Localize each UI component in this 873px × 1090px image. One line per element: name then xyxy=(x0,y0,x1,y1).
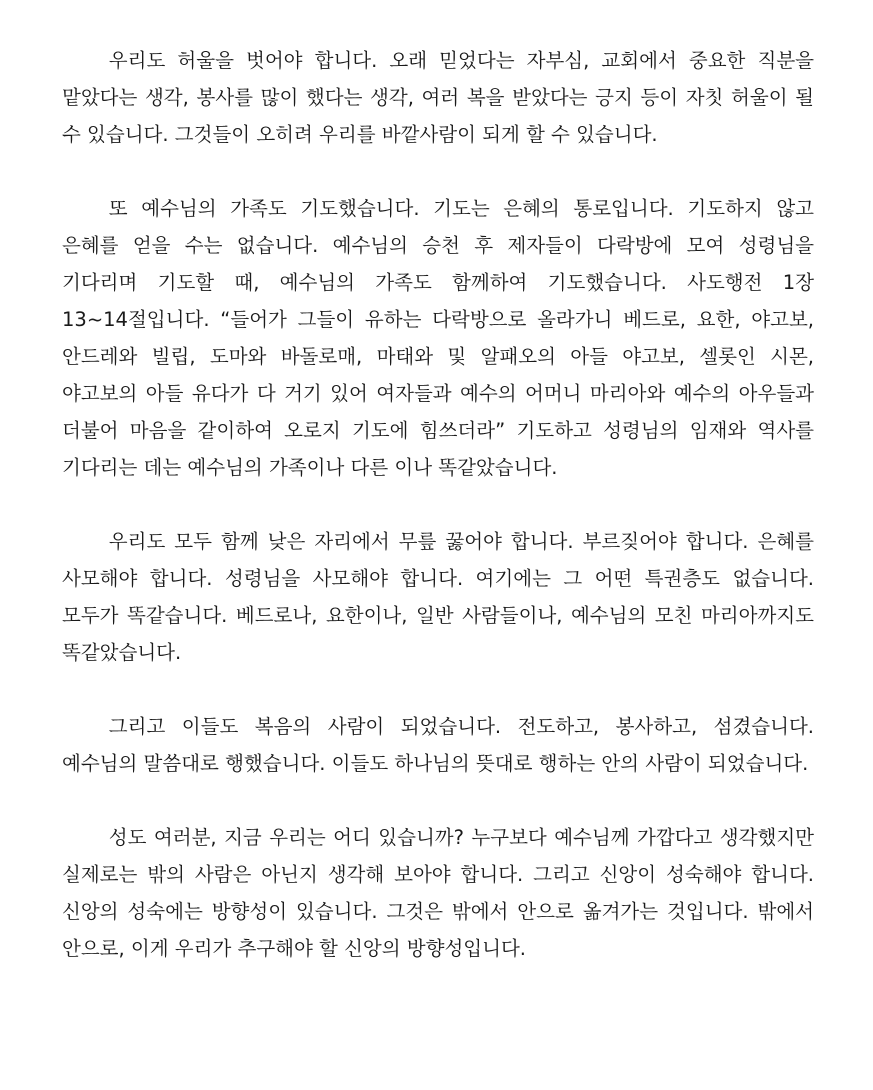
paragraph-family-prayer: 또 예수님의 가족도 기도했습니다. 기도는 은혜의 통로입니다. 기도하지 않고 은혜를 얻을 수는 없습니다. 예수님의 승천 후 제자들이 다락방에 모여 성령님을 기다리며 기도할 때, 예수님의 가족도 함께하여 기도했습니다. 사도행전 1장 13~14절입니다. “들어가 그들이 유하는 다락방으로 올라가니 베드로, 요한, 야고보, 안드레와 빌립, 도마와 바돌로매, 마태와 및 알패오의 아들 야고보, 셀롯인 시몬, 야고보의 아들 유다가 다 거기 있어 여자들과 예수의 어머니 마리아와 예수의 아우들과 더불어 마음을 같이하여 오로지 기도에 힘쓰더라” 기도하고 성령님의 임재와 역사를 기다리는 데는 예수님의 가족이나 다른 이나 똑같았습니다. xyxy=(62,197,814,479)
paragraph-faith-direction: 성도 여러분, 지금 우리는 어디 있습니까? 누구보다 예수님께 가깝다고 생각했지만 실제로는 밖의 사람은 아닌지 생각해 보아야 합니다. 그리고 신앙이 성숙해야 합니다. 신앙의 성숙에는 방향성이 있습니다. 그것은 밖에서 안으로 옮겨가는 것입니다. 밖에서 안으로, 이게 우리가 추구해야 할 신앙의 방향성입니다. xyxy=(62,826,814,960)
paragraph-gospel-people: 그리고 이들도 복음의 사람이 되었습니다. 전도하고, 봉사하고, 섬겼습니다. 예수님의 말씀대로 행했습니다. 이들도 하나님의 뜻대로 행하는 안의 사람이 되었습니다. xyxy=(62,715,814,775)
paragraph-humility: 우리도 허울을 벗어야 합니다. 오래 믿었다는 자부심, 교회에서 중요한 직분을 맡았다는 생각, 봉사를 많이 했다는 생각, 여러 복을 받았다는 긍지 등이 자칫 허울이 될 수 있습니다. 그것들이 오히려 우리를 바깥사람이 되게 할 수 있습니다. xyxy=(62,49,814,146)
document-page xyxy=(62,42,814,967)
paragraph-kneel-together: 우리도 모두 함께 낮은 자리에서 무릎 꿇어야 합니다. 부르짖어야 합니다. 은혜를 사모해야 합니다. 성령님을 사모해야 합니다. 여기에는 그 어떤 특권층도 없습니다. 모두가 똑같습니다. 베드로나, 요한이나, 일반 사람들이나, 예수님의 모친 마리아까지도 똑같았습니다. xyxy=(62,530,814,664)
